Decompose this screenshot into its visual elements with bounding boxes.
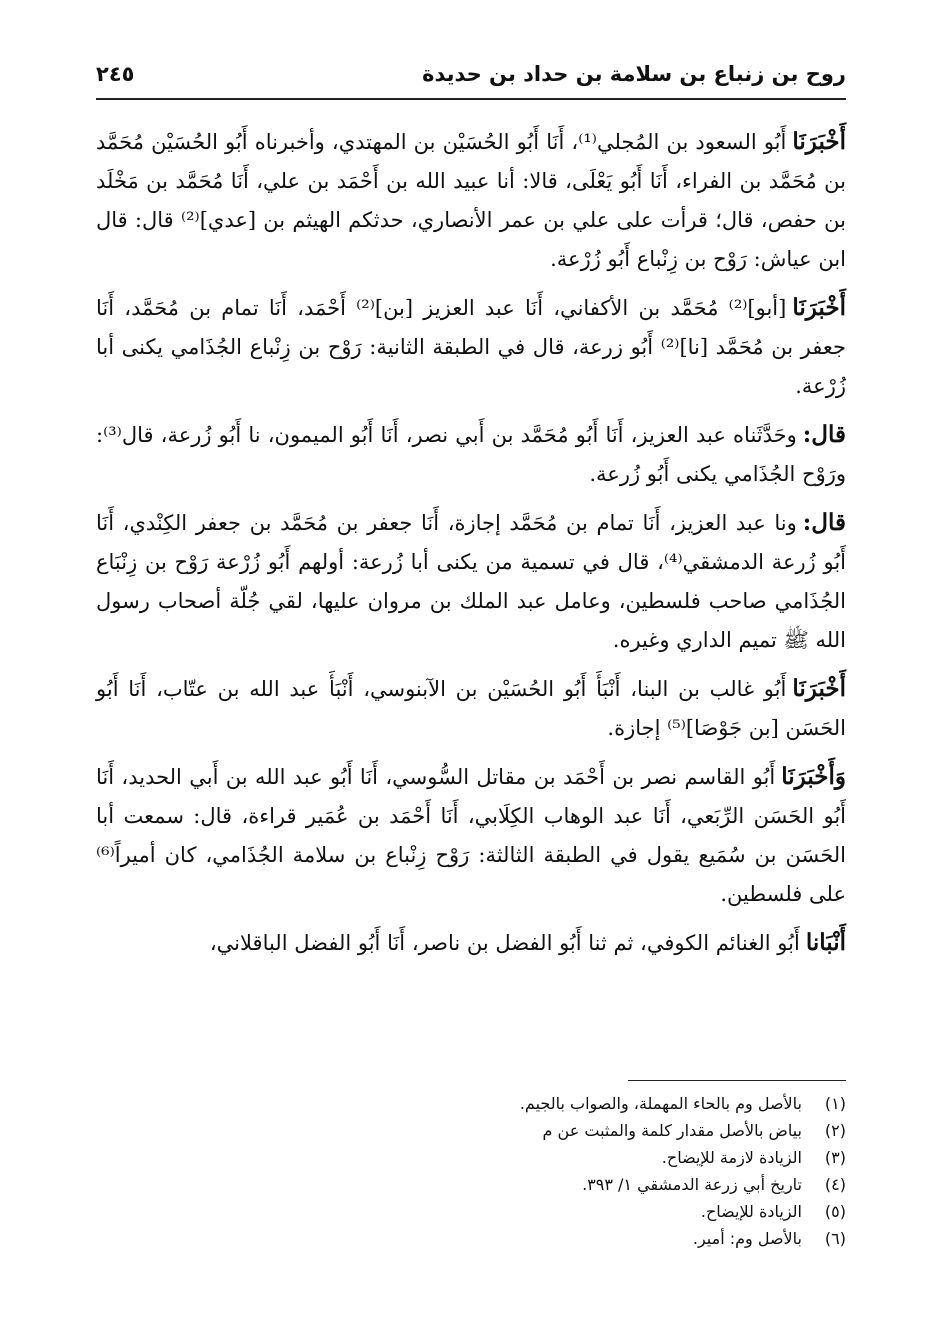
footnote (96, 1171, 846, 1198)
paragraph (96, 415, 846, 494)
paragraph-keyword: أَخْبَرَنَا (792, 294, 846, 321)
paragraph (96, 923, 846, 963)
running-header-title: روح بن زنباع بن سلامة بن حداد بن حديدة (422, 62, 846, 86)
footnote-separator (628, 1080, 846, 1081)
footnote (96, 1198, 846, 1225)
paragraph-keyword: أَخْبَرَنَا (792, 128, 847, 155)
footnote-number: (٦) (824, 1229, 846, 1248)
footnote (96, 1117, 846, 1144)
paragraph-text: أَبُو القاسم نصر بن أَحْمَد بن مقاتل السُّوسي، أَنَا أَبُو عبد الله بن أَبي الحديد، أَنَا أَبُو الحَسَن الرِّبَعي، أَنَا عبد الوهاب الكِلَابي، أَنَا أَحْمَد بن عُمَير قراءة، قال: سمعت أبا الحَسَن بن سُمَيع يقول في الطبقة الثالثة: رَوْح زِنْباع بن سلامة الجُذَامي، كان أميراً⁽⁶⁾ على فلسطين. (96, 765, 846, 906)
paragraph (96, 503, 846, 660)
paragraph (96, 288, 846, 406)
footnote-text: الزيادة للإيضاح. (700, 1202, 802, 1221)
paragraph-keyword: أَخْبَرَنَا (792, 675, 846, 702)
running-header (96, 60, 846, 94)
footnote-number: (٥) (824, 1202, 846, 1221)
footnote-text: بالأصل وم: أمير. (692, 1229, 802, 1248)
paragraph-keyword: قال: (802, 509, 846, 536)
paragraph-text: أَبُو الغنائم الكوفي، ثم ثنا أَبُو الفضل بن ناصر، أَنَا أَبُو الفضل الباقلاني، (209, 931, 800, 955)
footnote (96, 1090, 846, 1117)
paragraph-keyword: وَأَخْبَرَنَا (781, 763, 846, 790)
paragraph (96, 757, 846, 914)
paragraph-keyword: قال: (802, 421, 846, 448)
paragraph-keyword: أَنْبَانا (805, 929, 846, 956)
paragraph (96, 669, 846, 748)
footnote-text: تاريخ أبي زرعة الدمشقي ١/ ٣٩٣. (582, 1175, 802, 1194)
paragraph-text: أَبُو غالب بن البنا، أَنْبَأَ أَبُو الحُسَيْن بن الآبنوسي، أَنْبَأَ عبد الله بن عتّاب، أَنَا أَبُو الحَسَن [بن جَوْصَا]⁽⁵⁾ إجازة. (96, 677, 846, 740)
footnote (96, 1225, 846, 1252)
paragraph-text: [أبو]⁽²⁾ مُحَمَّد بن الأكفاني، أَنَا عبد العزيز [بن]⁽²⁾ أَحْمَد، أَنَا تمام بن مُحَمَّد، أَنَا جعفر بن مُحَمَّد [نا]⁽²⁾ أَبُو زرعة، قال في الطبقة الثانية: رَوْح بن زِنْباع الجُذَامي يكنى أبا زُرْعة. (96, 296, 846, 398)
footnote-number: (٤) (824, 1175, 846, 1194)
paragraph (96, 122, 846, 279)
footnote-number: (٣) (824, 1148, 846, 1167)
footnote-text: الزيادة لازمة للإيضاح. (661, 1148, 802, 1167)
footnote (96, 1144, 846, 1171)
paragraph-text: أَبُو السعود بن المُجلي⁽¹⁾، أَنَا أَبُو الحُسَيْن بن المهتدي، وأخبرناه أَبُو الحُسَيْن مُحَمَّد بن مُحَمَّد بن الفراء، أَنَا أَبُو يَعْلَى، قالا: أنا عبيد الله بن أَحْمَد بن علي، أَنَا مُحَمَّد بن مَخْلَد بن حفص، قال؛ قرأت على علي بن عمر الأنصاري، حدثكم الهيثم بن [عدي]⁽²⁾ قال: قال ابن عياش: رَوْح بن زِنْباع أَبُو زُرْعة. (96, 130, 846, 271)
footnote-text: بالأصل وم بالحاء المهملة، والصواب بالجيم. (519, 1094, 802, 1113)
footnote-number: (٢) (824, 1121, 846, 1140)
footnote-text: بياض بالأصل مقدار كلمة والمثبت عن م (542, 1121, 802, 1140)
paragraph-text: ونا عبد العزيز، أَنَا تمام بن مُحَمَّد إجازة، أَنَا جعفر بن مُحَمَّد بن جعفر الكِنْدي، أَنَا أَبُو زُرعة الدمشقي⁽⁴⁾، قال في تسمية من يكنى أبا زُرعة: أولهم أَبُو زُرْعة رَوْح بن زِنْبَاع الجُذَامي صاحب فلسطين، وعامل عبد الملك بن مروان عليها، لقي جُلّة أصحاب رسول الله ﷺ تميم الداري وغيره. (96, 511, 846, 652)
page-number: ٢٤٥ (96, 62, 135, 86)
footnotes (96, 1090, 846, 1252)
paragraph-text: وحَدَّثَناه عبد العزيز، أَنَا أَبُو مُحَمَّد بن أَبي نصر، أَنَا أَبُو الميمون، نا أَبُو زُرعة، قال⁽³⁾: ورَوْح الجُذَامي يكنى أَبُو زُرعة. (96, 423, 846, 486)
footnote-number: (١) (824, 1094, 846, 1113)
header-rule (96, 98, 846, 100)
main-text (96, 122, 846, 972)
